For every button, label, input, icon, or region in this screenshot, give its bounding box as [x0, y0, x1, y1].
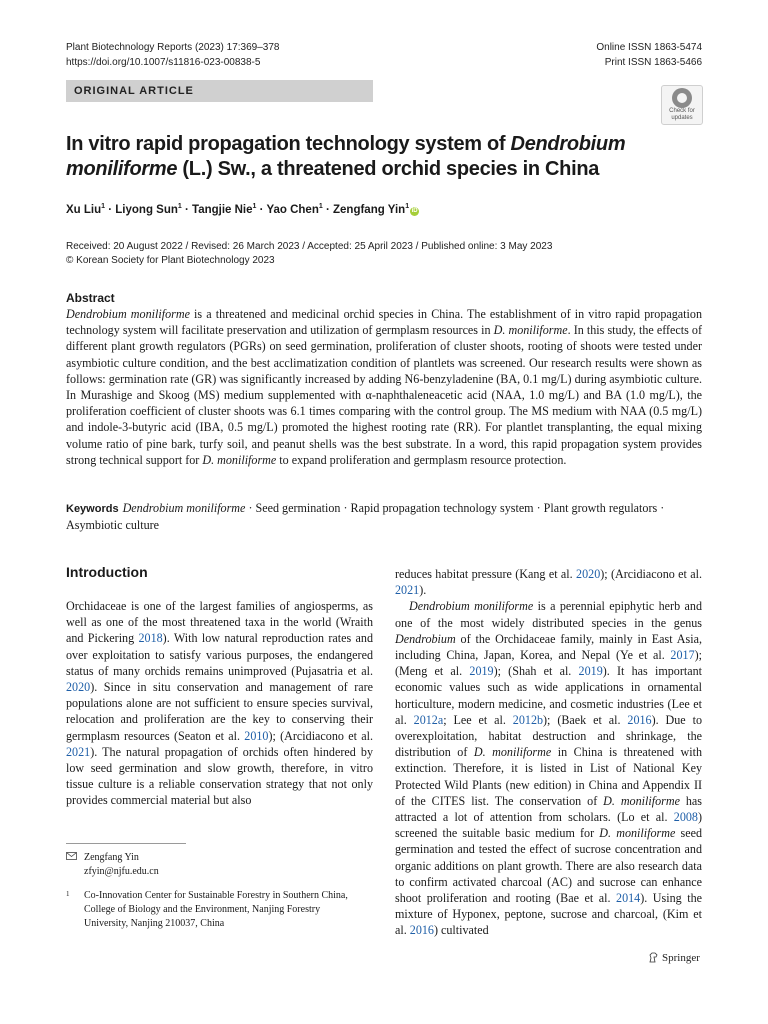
citation-link[interactable]: 2012b	[512, 712, 544, 727]
author-list: Xu Liu$^1$ · Liyong Sun$^1$ · Tangjie Nie$^1$ · Yao Chen$^1$ · Zengfang Yin$^1$iD	[66, 203, 418, 216]
running-header-right	[596, 40, 702, 70]
corresponding-author-name: Zengfang Yin	[84, 852, 139, 863]
affiliation	[66, 889, 356, 931]
orcid-icon[interactable]: iD	[411, 207, 418, 214]
print-issn: Print ISSN 1863-5466	[604, 57, 702, 68]
badge-line-2: updates	[671, 115, 693, 121]
keywords: Keywords Dendrobium moniliforme · Seed germination · Rapid propagation technology system · Plant growth regulators · Asymbiotic culture	[66, 501, 665, 533]
springer-horse-icon	[648, 952, 659, 963]
citation-link[interactable]: 2020	[576, 567, 601, 581]
email-link[interactable]: zfyin@njfu.edu.cn	[84, 866, 159, 877]
citation-link[interactable]: 2010	[244, 728, 269, 743]
check-for-updates-badge[interactable]	[661, 85, 703, 125]
update-icon	[672, 88, 692, 108]
badge-line-1: Check for	[669, 108, 695, 114]
online-issn: Online ISSN 1863-5474	[596, 42, 702, 53]
corresponding-author	[66, 851, 159, 879]
author[interactable]: Yao Chen	[266, 203, 319, 216]
publisher-logo	[648, 952, 700, 964]
publication-history: Received: 20 August 2022 / Revised: 26 March 2023 / Accepted: 25 April 2023 / Published online: 3 May 2023 © Korean Society for Plant Biotechnology 2023	[66, 241, 553, 266]
citation-link[interactable]: 2016	[409, 923, 434, 938]
citation-link[interactable]: 2021	[66, 744, 91, 759]
running-header-left	[66, 40, 279, 70]
introduction-column-left: Orchidaceae is one of the largest families of angiosperms, as well as one of the most threatened taxa in the world (Wraith and Pickering 2018). With low natural reproduction rates and over exploitation to satisfy various purposes, the endangered status of many orchids remains unimproved (Pujasatria et al. 2020). Since in situ conservation and management of rare populations alone are not sufficient to ensure species survival, relocation and proliferation are the key to conserving their germplasm resources (Seaton et al. 2010); (Arcidiacono et al. 2021). The natural propagation of orchids often hindered by low seed germination and slow growth, therefore, in vitro tissue culture is a reliable conservation strategy that not only provides commercial material but also	[66, 599, 373, 808]
footnote-divider	[66, 843, 186, 844]
introduction-column-right: reduces habitat pressure (Kang et al. 2020); (Arcidiacono et al. 2021). Dendrobium moniliforme is a perennial epiphytic herb and one of the most widely distributed species in the genus Dendrobium of the Orchidaceae family, mainly in East Asia, including China, Japan, Korea, and Nepal (Ye et al. 2017); (Meng et al. 2019); (Shah et al. 2019). It has important economic values such as wide applications in ornamental horticulture, modern medicine, and cosmetic industries (Lee et al. 2012a; Lee et al. 2012b); (Baek et al. 2016). Due to overexploitation, habitat destruction and shrinkage, the distribution of D. moniliforme in China is threatened with extinction. Therefore, it is listed in List of National Key Protected Wild Plants (new edition) in China and Appendix II of the CITES list. The conservation of D. moniliforme has attracted a lot of attention from scholars. (Lo et al. 2008) screened the suitable basic medium for D. moniliforme seed germination and tested the effect of sucrose concentration and organic additions on plant growth. There are also research data to confirm activated charcoal (AC) and sucrose can enhance shoot proliferation and rooting (Bae et al. 2014). Using the mixture of Hyponex, peptone, sucrose and charcoal, (Kim et al. 2016) cultivated	[395, 567, 703, 938]
citation-link[interactable]: 2019	[469, 664, 494, 679]
citation-link[interactable]: 2018	[138, 631, 163, 646]
journal-citation: Plant Biotechnology Reports (2023) 17:369–378	[66, 42, 280, 53]
envelope-icon	[66, 851, 84, 865]
author[interactable]: Tangjie Nie	[192, 203, 253, 216]
author[interactable]: Liyong Sun	[115, 203, 178, 216]
abstract-text: Dendrobium moniliforme is a threatened and medicinal orchid species in China. The establishment of in vitro rapid propagation technology system will facilitate preservation and utilization of germplasm resources in D. moniliforme. In this study, the effects of different plant growth regulators (PGRs) on seed germination, proliferation of cluster shoots, rooting of shoots were tested under asymbiotic culture condition, and the best acclimatization condition of plantlets was screened. Our research results were shown as follows: germination rate (GR) was significantly increased by adding N6-benzyladenine (BA, 0.1 mg/L) during asymbiotic culture. In Murashige and Skoog (MS) medium supplemented with α-naphthaleneacetic acid (NAA, 1.0 mg/L) and BA (1.0 mg/L), the proliferation coefficient of cluster shoots was 6.1 times comparing with the control group. The MS medium with NAA (0.5 mg/L) and indole-3-butyric acid (IBA, 0.5 mg/L) promoted the highest rooting rate (RR). For plantlet transplanting, the equal mixing volume ratio of pine bark, turfy soil, and peanut shells was the best substrate. In a word, this rapid propagation system provides strong technical support for D. moniliforme to expand proliferation and germplasm resource protection.	[66, 307, 703, 467]
citation-link[interactable]: 2012a	[413, 712, 444, 727]
citation-link[interactable]: 2016	[627, 712, 652, 727]
publisher-name: Springer	[662, 952, 700, 964]
article-type-banner: ORIGINAL ARTICLE	[66, 80, 373, 102]
citation-link[interactable]: 2021	[395, 583, 420, 598]
doi-link[interactable]: https://doi.org/10.1007/s11816-023-00838-5	[66, 57, 261, 68]
citation-link[interactable]: 2017	[670, 648, 695, 663]
introduction-heading: Introduction	[66, 564, 148, 580]
paper-title: In vitro rapid propagation technology system of Dendrobium moniliforme (L.) Sw., a threatened orchid species in China	[66, 133, 626, 180]
abstract-heading: Abstract	[66, 291, 115, 305]
citation-link[interactable]: 2020	[66, 680, 91, 695]
author[interactable]: Xu Liu	[66, 203, 102, 216]
affiliation-number: 1	[66, 890, 70, 898]
author[interactable]: Zengfang Yin	[333, 203, 406, 216]
affiliation-text: Co-Innovation Center for Sustainable Forestry in Southern China, College of Biology and the Environment, Nanjing Forestry University, Nanjing 210037, China	[84, 890, 348, 929]
citation-link[interactable]: 2014	[616, 891, 641, 906]
citation-link[interactable]: 2008	[673, 810, 698, 825]
citation-link[interactable]: 2019	[578, 664, 603, 679]
